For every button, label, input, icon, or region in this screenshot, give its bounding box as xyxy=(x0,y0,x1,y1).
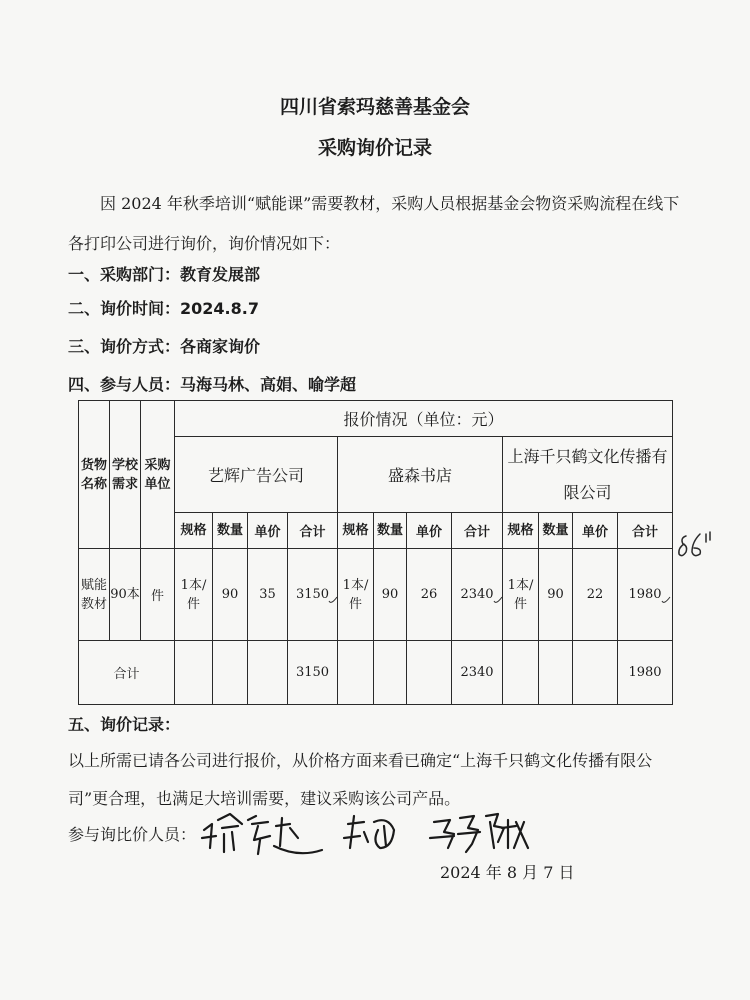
vendor-name: 艺辉广告公司 xyxy=(175,437,338,513)
item-label: 二、询价时间： xyxy=(68,299,181,318)
subheader-spec: 规格 xyxy=(175,513,213,549)
subheader-qty: 数量 xyxy=(213,513,248,549)
subheader-price: 单价 xyxy=(573,513,618,549)
header-school-need: 学校需求 xyxy=(110,401,141,549)
subheader-spec: 规格 xyxy=(338,513,374,549)
cell-spec: 1本/件 xyxy=(175,549,213,641)
header-quote-info: 报价情况（单位：元） xyxy=(175,401,673,437)
item-inquiry-method xyxy=(68,334,260,357)
total-value: 3150 xyxy=(295,587,330,602)
sum-total: 1980 xyxy=(618,641,673,705)
subheader-price: 单价 xyxy=(407,513,452,549)
subheader-total: 合计 xyxy=(618,513,673,549)
cell-total xyxy=(452,549,503,641)
record-text: 以上所需已请各公司进行报价，从价格方面来看已确定“上海千只鹤文化传播有限公司”更合理，也满足大培训需要，建议采购该公司产品。 xyxy=(68,751,653,808)
document-title: 采购询价记录 xyxy=(317,137,432,159)
cell-goods: 赋能教材 xyxy=(79,549,110,641)
empty-cell xyxy=(175,641,213,705)
checkmark-icon xyxy=(661,596,671,606)
cell-spec: 1本/件 xyxy=(503,549,539,641)
subheader-price: 单价 xyxy=(248,513,288,549)
handwritten-margin-note xyxy=(676,530,716,562)
cell-qty: 90 xyxy=(374,549,407,641)
cell-price: 35 xyxy=(248,549,288,641)
total-value: 2340 xyxy=(460,587,494,602)
sum-total: 3150 xyxy=(288,641,338,705)
empty-cell xyxy=(503,641,539,705)
cell-need: 90本 xyxy=(110,549,141,641)
item-value: 2024.8.7 xyxy=(180,299,259,318)
signature-label: 参与询比价人员： xyxy=(68,825,197,844)
cell-qty: 90 xyxy=(213,549,248,641)
empty-cell xyxy=(248,641,288,705)
vendor-name: 上海千只鹤文化传播有限公司 xyxy=(503,437,673,513)
item-value: 教育发展部 xyxy=(180,265,261,284)
checkmark-icon xyxy=(493,596,503,606)
cell-price: 26 xyxy=(407,549,452,641)
sum-label: 合计 xyxy=(79,641,175,705)
header-purchase-unit: 采购单位 xyxy=(141,401,175,549)
handwritten-signatures xyxy=(198,808,538,860)
intro-paragraph: 因 2024 年秋季培训“赋能课”需要教材，采购人员根据基金会物资采购流程在线下各打印公司进行询价，询价情况如下： xyxy=(68,194,680,253)
subheader-qty: 数量 xyxy=(374,513,407,549)
header-goods-name: 货物名称 xyxy=(79,401,110,549)
organization-name: 四川省索玛慈善基金会 xyxy=(279,96,470,118)
item-label: 三、询价方式： xyxy=(68,337,181,356)
subheader-total: 合计 xyxy=(288,513,338,549)
empty-cell xyxy=(213,641,248,705)
item-participants xyxy=(68,372,356,395)
empty-cell xyxy=(539,641,573,705)
cell-spec: 1本/件 xyxy=(338,549,374,641)
total-value: 1980 xyxy=(628,587,662,602)
empty-cell xyxy=(374,641,407,705)
item-department xyxy=(68,262,260,285)
item-value: 各商家询价 xyxy=(180,337,261,356)
item-value: 马海马林、高娟、喻学超 xyxy=(180,375,357,394)
empty-cell xyxy=(338,641,374,705)
empty-cell xyxy=(407,641,452,705)
vendor-name: 盛森书店 xyxy=(338,437,503,513)
cell-price: 22 xyxy=(573,549,618,641)
cell-total xyxy=(618,549,673,641)
subheader-spec: 规格 xyxy=(503,513,539,549)
document-date: 2024 年 8 月 7 日 xyxy=(440,863,575,882)
cell-unit: 件 xyxy=(141,549,175,641)
cell-total xyxy=(288,549,338,641)
record-heading: 五、询价记录： xyxy=(68,715,181,734)
item-label: 四、参与人员： xyxy=(68,375,181,394)
quotation-table xyxy=(78,400,673,705)
sum-total: 2340 xyxy=(452,641,503,705)
cell-qty: 90 xyxy=(539,549,573,641)
subheader-qty: 数量 xyxy=(539,513,573,549)
empty-cell xyxy=(573,641,618,705)
checkmark-icon xyxy=(328,596,337,606)
item-label: 一、采购部门： xyxy=(68,265,181,284)
item-inquiry-time xyxy=(68,296,259,319)
subheader-total: 合计 xyxy=(452,513,503,549)
